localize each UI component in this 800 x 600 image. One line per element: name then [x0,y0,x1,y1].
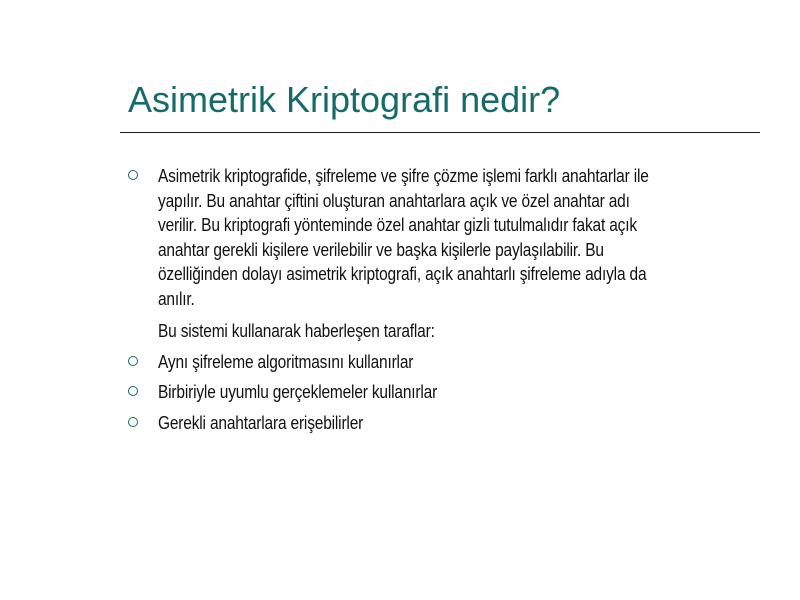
bullet-item [126,411,766,436]
bullet-text: Aynı şifreleme algoritmasını kullanırlar [158,351,414,372]
hollow-circle-icon [128,356,138,366]
bullet-text: Gerekli anahtarlara erişebilirler [158,412,364,433]
hollow-circle-icon [128,170,138,180]
slide-title: Asimetrik Kriptografi nedir? [128,79,561,120]
bullet-text: Birbiriyle uyumlu gerçeklemeler kullanırlar [158,382,438,402]
continuation-text-item [126,319,766,344]
hollow-circle-icon [128,386,138,396]
title-divider [120,132,760,133]
bullet-text: Asimetrik kriptografide, şifreleme ve şifre çözme işlemi farklı anahtarlar ile yapılır. Bu anahtar çiftini oluşturan anahtarlara açık ve özel anahtar adı verilir. Bu kriptografi yönteminde özel anahtar gizli tutulmalıdır fakat açık anahtar gerekli kişilere verilebilir ve başka kişilerle paylaşılabilir. Bu özelliğinden dolayı asimetrik kriptografi, açık anahtarlı şifreleme adıyla da anılır. [158,166,649,309]
bullet-item [126,350,766,375]
bullet-item [126,380,766,405]
hollow-circle-icon [128,417,138,427]
continuation-text: Bu sistemi kullanarak haberleşen taraflar: [158,321,435,341]
slide-content [126,164,766,441]
bullet-item [126,164,766,311]
